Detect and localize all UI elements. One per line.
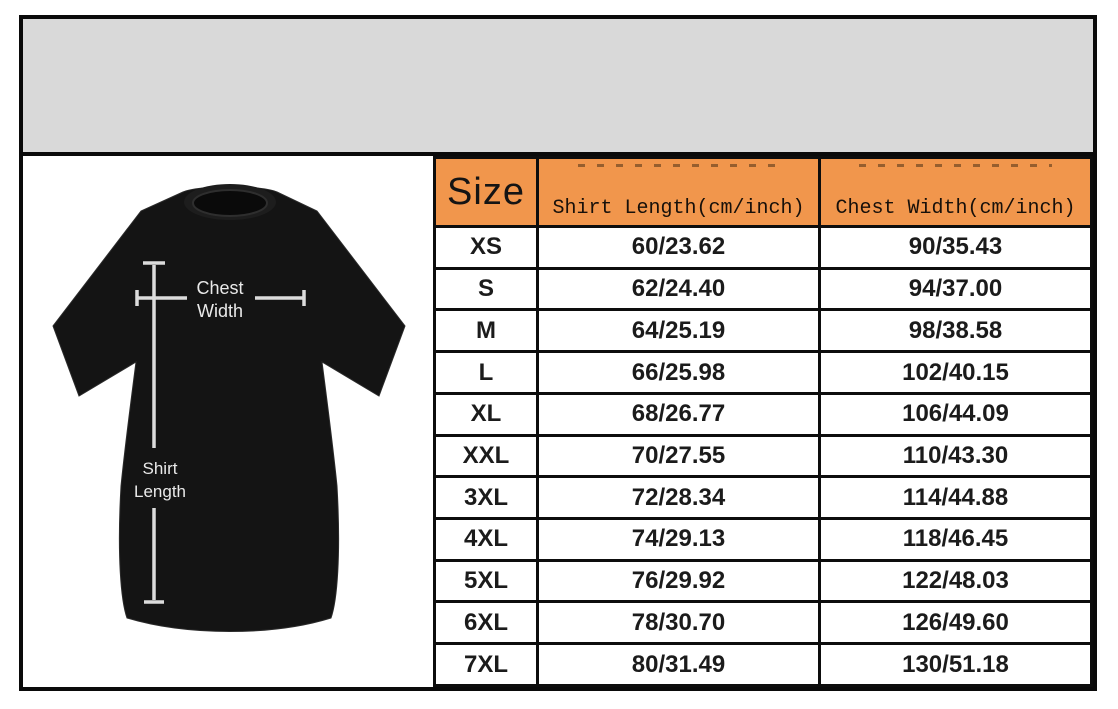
col-header-chest-width-label: Chest Width(cm/inch): [835, 197, 1076, 220]
shirt-length-cell: 72/28.34: [538, 477, 820, 519]
col-header-size: Size: [435, 158, 538, 227]
size-cell: XS: [435, 227, 538, 269]
header-row: [435, 158, 1092, 227]
table-row: [435, 393, 1092, 435]
chest-width-label-line2: Width: [196, 301, 244, 321]
table-row: [435, 310, 1092, 352]
col-header-shirt-length-label: Shirt Length(cm/inch): [552, 197, 805, 220]
shirt-length-cell: 76/29.92: [538, 560, 820, 602]
col-header-chest-width: [820, 158, 1092, 227]
size-cell: XXL: [435, 435, 538, 477]
chest-width-cell: 94/37.00: [820, 268, 1092, 310]
chest-width-cell: 126/49.60: [820, 602, 1092, 644]
table-row: [435, 435, 1092, 477]
tshirt-diagram: [23, 156, 433, 687]
shirt-length-label-line1: Shirt: [142, 459, 178, 478]
content-row: [23, 156, 1093, 687]
chest-width-cell: 122/48.03: [820, 560, 1092, 602]
size-cell: L: [435, 352, 538, 394]
chest-width-cell: 102/40.15: [820, 352, 1092, 394]
size-cell: 6XL: [435, 602, 538, 644]
chest-width-cell: 130/51.18: [820, 644, 1092, 686]
cropped-text-artifact: [578, 164, 779, 167]
size-cell: S: [435, 268, 538, 310]
size-cell: 7XL: [435, 644, 538, 686]
chest-width-cell: 110/43.30: [820, 435, 1092, 477]
shirt-length-cell: 68/26.77: [538, 393, 820, 435]
size-cell: XL: [435, 393, 538, 435]
shirt-length-cell: 60/23.62: [538, 227, 820, 269]
size-chart-table: [433, 156, 1093, 687]
shirt-length-cell: 74/29.13: [538, 519, 820, 561]
size-cell: 5XL: [435, 560, 538, 602]
banner-placeholder: [23, 19, 1093, 156]
chest-width-cell: 90/35.43: [820, 227, 1092, 269]
table-row: [435, 644, 1092, 686]
shirt-length-label-line2: Length: [134, 482, 186, 501]
size-cell: 3XL: [435, 477, 538, 519]
shirt-length-cell: 62/24.40: [538, 268, 820, 310]
table-row: [435, 560, 1092, 602]
col-header-shirt-length: [538, 158, 820, 227]
table-row: [435, 352, 1092, 394]
table-row: [435, 477, 1092, 519]
size-cell: 4XL: [435, 519, 538, 561]
chest-width-cell: 106/44.09: [820, 393, 1092, 435]
table-row: [435, 227, 1092, 269]
tshirt-graphic-svg: [23, 156, 433, 687]
shirt-length-cell: 80/31.49: [538, 644, 820, 686]
shirt-length-cell: 70/27.55: [538, 435, 820, 477]
chest-width-cell: 118/46.45: [820, 519, 1092, 561]
shirt-length-cell: 78/30.70: [538, 602, 820, 644]
shirt-length-cell: 66/25.98: [538, 352, 820, 394]
chest-width-cell: 114/44.88: [820, 477, 1092, 519]
cropped-text-artifact: [859, 164, 1053, 167]
size-rows: [435, 227, 1092, 686]
table-row: [435, 519, 1092, 561]
chest-width-cell: 98/38.58: [820, 310, 1092, 352]
size-cell: M: [435, 310, 538, 352]
shirt-length-cell: 64/25.19: [538, 310, 820, 352]
table-row: [435, 602, 1092, 644]
size-chart-frame: [19, 15, 1097, 691]
tshirt-graphic: [53, 187, 405, 632]
chest-width-label-line1: Chest: [196, 278, 244, 298]
table-row: [435, 268, 1092, 310]
collar-opening: [193, 190, 267, 216]
